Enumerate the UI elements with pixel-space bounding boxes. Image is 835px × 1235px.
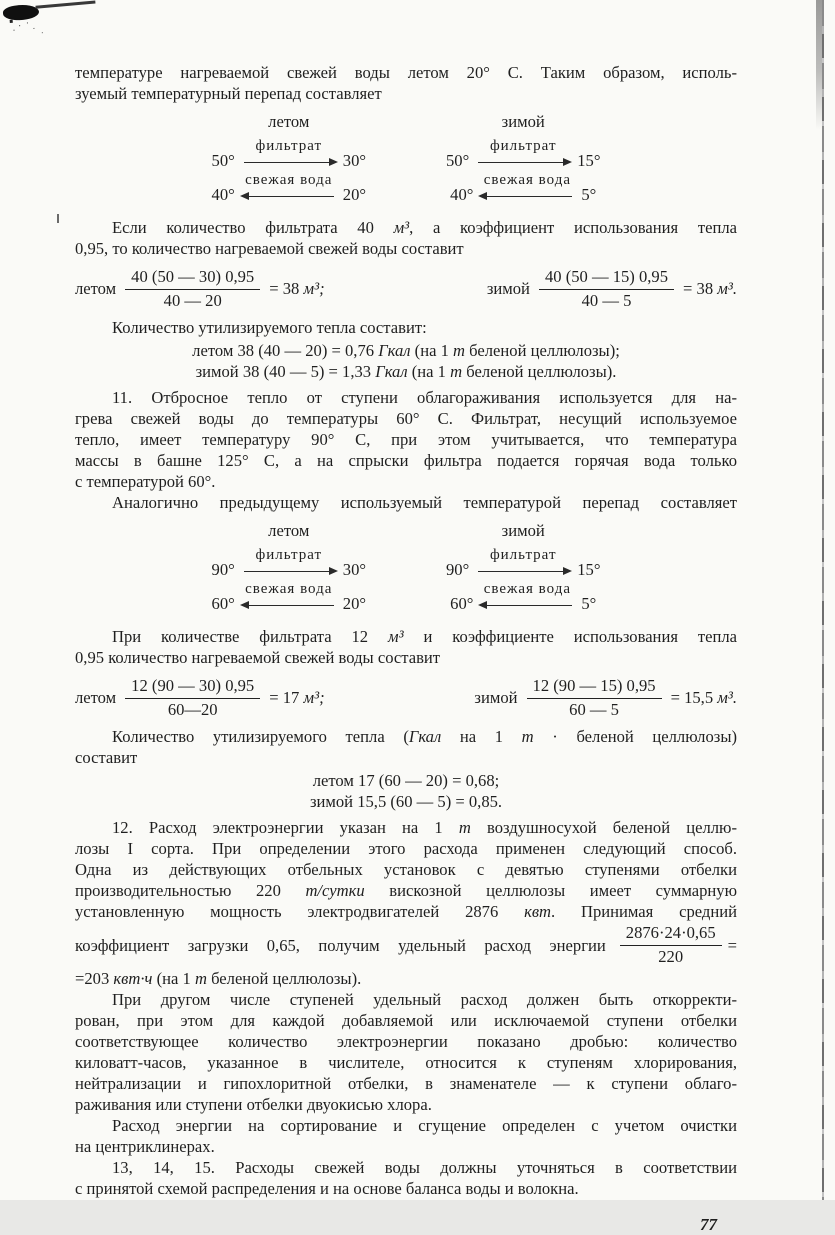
calc-line: зимой 15,5 (60 — 5) = 0,85. xyxy=(309,792,503,811)
text-line xyxy=(75,968,737,989)
text-line: с принятой схемой распределения и на основе баланса воды и волокна. xyxy=(75,1179,579,1198)
text-segment: =203 xyxy=(75,969,114,988)
text-line xyxy=(75,880,737,901)
calc-line: летом 17 (60 — 20) = 0,68; xyxy=(312,771,500,790)
text-segment: . Принимая средний xyxy=(551,902,737,921)
arrow-with-label xyxy=(242,173,336,203)
stream-label: фильтрат xyxy=(489,547,557,563)
result-unit: м³; xyxy=(303,688,325,707)
unit-italic: квт xyxy=(524,902,552,921)
text-line: соответствующее количество электроэнергии показано дробью: количество xyxy=(75,1032,737,1051)
denominator: 60—20 xyxy=(167,700,218,719)
temp-from: 60° xyxy=(450,594,474,613)
stream-label: свежая вода xyxy=(483,581,572,597)
text-line: температуре нагреваемой свежей воды летом 20° С. Таким образом, исполь- xyxy=(75,63,737,82)
temp-to: 20° xyxy=(342,185,366,204)
arrow-right-icon xyxy=(476,566,570,578)
paragraph-intro xyxy=(75,62,737,104)
arrow-with-label xyxy=(242,139,336,169)
formula-summer xyxy=(75,267,325,311)
unit-italic: Гкал xyxy=(408,727,442,746)
filtrate-arrow-row xyxy=(212,139,366,170)
arrow-with-label xyxy=(476,139,570,169)
temp-to: 5° xyxy=(581,594,597,613)
result-value: = 15,5 xyxy=(670,688,714,707)
formula-row-2 xyxy=(75,676,737,720)
text-segment: При количестве фильтрата 12 xyxy=(112,627,388,646)
diagram-column-summer xyxy=(212,112,366,204)
text-segment: вискозной целлюлозы имеет суммарную xyxy=(364,881,737,900)
page-edge-line xyxy=(822,0,824,1200)
stream-label: свежая вода xyxy=(245,581,333,597)
result-unit: м³. xyxy=(717,688,737,707)
text-segment: (на 1 xyxy=(152,969,195,988)
text-line: тепло, имеет температуру 90° С, при этом учитывается, что температура xyxy=(75,430,737,449)
denominator: 40 — 5 xyxy=(581,291,632,310)
fresh-water-arrow-row xyxy=(450,173,596,204)
formula-result xyxy=(683,279,737,299)
arrow-left-icon xyxy=(480,600,574,612)
temp-to: 5° xyxy=(581,185,597,204)
unit-italic: т/сутки xyxy=(305,881,365,900)
text-line: 0,95 количество нагреваемой свежей воды составит xyxy=(75,648,441,667)
result-unit: м³; xyxy=(303,279,325,298)
numerator: 12 (90 — 30) 0,95 xyxy=(125,676,260,699)
unit-italic: м³ xyxy=(387,627,404,646)
paragraph-filtrate-40 xyxy=(75,217,737,259)
text-line: При другом числе ступеней удельный расход должен быть откорректи- xyxy=(112,990,737,1009)
temp-from: 40° xyxy=(211,185,235,204)
paragraph-13-14-15 xyxy=(75,1157,737,1199)
result-value: = 17 xyxy=(269,688,300,707)
formula-row-1 xyxy=(75,267,737,311)
text-line: грева свежей воды до температуры 60° С. Фильтрат, несущий используемое xyxy=(75,409,737,428)
unit-italic: Гкал xyxy=(375,362,408,381)
formula-winter xyxy=(474,676,737,720)
paragraph-energy-sorting xyxy=(75,1115,737,1157)
text-line: нейтрализации и гипохлоритной отбелки, в знаменателе — к ступени облаго- xyxy=(75,1074,737,1093)
arrow-with-label xyxy=(480,173,574,203)
formula-prefix: летом xyxy=(75,279,117,298)
unit-italic: квт·ч xyxy=(113,969,153,988)
text-line xyxy=(75,626,737,647)
filtrate-arrow-row xyxy=(446,139,600,170)
stream-label: фильтрат xyxy=(489,138,557,154)
filtrate-arrow-row xyxy=(446,548,600,579)
numerator: 2876·24·0,65 xyxy=(620,923,722,946)
formula-prefix: зимой xyxy=(474,688,518,707)
stream-label: свежая вода xyxy=(245,172,333,188)
fraction xyxy=(539,267,674,311)
text-line: с температурой 60°. xyxy=(75,472,216,491)
fresh-water-arrow-row xyxy=(450,582,596,613)
arrow-right-icon xyxy=(242,566,336,578)
arrow-left-icon xyxy=(242,191,336,203)
text-segment: установленную мощность электродвигателей 2876 xyxy=(75,902,525,921)
text-segment: на 1 xyxy=(441,727,522,746)
temp-to: 15° xyxy=(577,560,601,579)
text-segment: беленой целлюлозы). xyxy=(462,362,617,381)
equals-sign: = xyxy=(727,935,737,955)
arrow-right-icon xyxy=(476,157,570,169)
paragraph-filtrate-12 xyxy=(75,626,737,668)
text-segment: производительностью 220 xyxy=(75,881,306,900)
text-line: 11. Отбросное тепло от ступени облагораживания используется для на- xyxy=(112,388,737,407)
text-line xyxy=(75,901,737,922)
diagram-column-summer xyxy=(212,521,366,613)
ink-smudge-artifact xyxy=(2,3,39,21)
text-line: массы в башне 125° С, а на спрыски фильтра подается горячая вода только xyxy=(75,451,737,470)
unit-italic: м³ xyxy=(393,218,410,237)
stream-label: фильтрат xyxy=(255,547,323,563)
text-line xyxy=(75,217,737,238)
temp-from: 40° xyxy=(450,185,474,204)
arrow-with-label xyxy=(480,582,574,612)
text-line: составит xyxy=(75,748,138,767)
text-segment: воздушносухой беленой целлю- xyxy=(470,818,737,837)
text-line: 13, 14, 15. Расходы свежей воды должны уточняться в соответствии xyxy=(112,1158,737,1177)
page-number: 77 xyxy=(700,1215,717,1234)
diagram-column-winter xyxy=(446,112,600,204)
arrow-with-label xyxy=(242,548,336,578)
temp-from: 90° xyxy=(446,560,470,579)
text-line: Одна из действующих отбельных установок с девятью ступенями отбелки xyxy=(75,860,737,879)
unit-italic: т xyxy=(450,362,463,381)
text-segment: и коэффициенте использования тепла xyxy=(403,627,737,646)
calc-line xyxy=(75,361,737,382)
denominator: 60 — 5 xyxy=(569,700,619,719)
arrow-left-icon xyxy=(480,191,574,203)
text-segment: летом 38 (40 — 20) = 0,76 xyxy=(192,341,379,360)
temperature-diagram-2 xyxy=(75,521,737,613)
arrow-left-icon xyxy=(242,600,336,612)
text-line: раживания или ступени отбелки двуокисью хлора. xyxy=(75,1095,432,1114)
arrow-with-label xyxy=(476,548,570,578)
unit-italic: т xyxy=(194,969,207,988)
paragraph-heat-utilized-2 xyxy=(75,726,737,768)
numerator: 12 (90 — 15) 0,95 xyxy=(527,676,662,699)
text-segment: Количество утилизируемого тепла ( xyxy=(112,727,409,746)
season-label: летом xyxy=(268,521,310,540)
temp-to: 15° xyxy=(577,151,601,170)
season-label: зимой xyxy=(501,521,545,540)
formula-prefix: летом xyxy=(75,688,117,707)
formula-result xyxy=(269,688,324,708)
diagram-column-winter xyxy=(446,521,600,613)
temp-from: 60° xyxy=(211,594,235,613)
text-segment: беленой целлюлозы); xyxy=(465,341,620,360)
temperature-diagram-1 xyxy=(75,112,737,204)
fresh-water-arrow-row xyxy=(212,582,366,613)
calc-block-1 xyxy=(75,340,737,382)
text-segment: (на 1 xyxy=(407,362,451,381)
calc-block-2 xyxy=(75,770,737,812)
text-line: на центриклинерах. xyxy=(75,1137,215,1156)
numerator: 40 (50 — 15) 0,95 xyxy=(539,267,674,290)
text-line xyxy=(75,817,737,838)
text-line: Расход энергии на сортирование и сгущение определен с учетом очистки xyxy=(112,1116,737,1135)
season-label: летом xyxy=(268,112,310,131)
text-segment: 12. Расход электроэнергии указан на 1 xyxy=(112,818,459,837)
temp-from: 50° xyxy=(211,151,235,170)
fraction xyxy=(620,923,722,967)
fraction xyxy=(125,676,260,720)
inline-fraction-line xyxy=(75,923,737,967)
fraction xyxy=(527,676,662,720)
formula-prefix: зимой xyxy=(486,279,530,298)
fresh-water-arrow-row xyxy=(212,173,366,204)
page-content xyxy=(75,62,737,1235)
temp-to: 30° xyxy=(342,560,366,579)
formula-result xyxy=(671,688,737,708)
text-line: лозы I сорта. При определении этого расхода применен следующий способ. xyxy=(75,839,737,858)
paragraph-11 xyxy=(75,387,737,513)
formula-summer xyxy=(75,676,325,720)
stream-label: свежая вода xyxy=(483,172,572,188)
margin-speck-artifact xyxy=(57,214,59,223)
temp-from: 90° xyxy=(211,560,235,579)
unit-italic: т xyxy=(453,341,466,360)
temp-from: 50° xyxy=(446,151,470,170)
text-segment: (на 1 xyxy=(410,341,454,360)
text-segment: , а коэффициент использования тепла xyxy=(409,218,737,237)
paragraph-heat-utilized-1: Количество утилизируемого тепла составит: xyxy=(112,318,427,337)
arrow-with-label xyxy=(242,582,336,612)
denominator: 40 — 20 xyxy=(163,291,222,310)
unit-italic: т xyxy=(521,727,534,746)
calc-line xyxy=(75,340,737,361)
unit-italic: т xyxy=(458,818,471,837)
text-line xyxy=(75,726,737,747)
denominator: 220 xyxy=(658,947,684,966)
text-line: 0,95, то количество нагреваемой свежей воды составит xyxy=(75,239,464,258)
result-unit: м³. xyxy=(717,279,737,298)
filtrate-arrow-row xyxy=(212,548,366,579)
arrow-right-icon xyxy=(242,157,336,169)
unit-italic: Гкал xyxy=(378,341,411,360)
text-line: киловатт-часов, указанное в числителе, относится к ступеням хлорирования, xyxy=(75,1053,737,1072)
numerator: 40 (50 — 30) 0,95 xyxy=(125,267,260,290)
temp-to: 20° xyxy=(342,594,366,613)
text-segment: Если количество фильтрата 40 xyxy=(112,218,394,237)
text-segment: зимой 38 (40 — 5) = 1,33 xyxy=(195,362,376,381)
formula-result xyxy=(269,279,324,299)
text-line: рован, при этом для каждой добавляемой или исключаемой ступени отбелки xyxy=(75,1011,737,1030)
paragraph-12 xyxy=(75,817,737,989)
text-segment: · беленой целлюлозы) xyxy=(533,727,737,746)
text-line: Аналогично предыдущему используемый температурой перепад составляет xyxy=(112,493,737,512)
text-line: зуемый температурный перепад составляет xyxy=(75,84,382,103)
stream-label: фильтрат xyxy=(255,138,323,154)
result-value: = 38 xyxy=(269,279,300,298)
season-label: зимой xyxy=(501,112,545,131)
temp-to: 30° xyxy=(342,151,366,170)
formula-winter xyxy=(487,267,737,311)
text-segment: беленой целлюлозы). xyxy=(206,969,362,988)
result-value: = 38 xyxy=(683,279,714,298)
fraction xyxy=(125,267,260,311)
paragraph-correction xyxy=(75,989,737,1115)
text-segment: коэффициент загрузки 0,65, получим удельный расход энергии xyxy=(75,935,606,955)
